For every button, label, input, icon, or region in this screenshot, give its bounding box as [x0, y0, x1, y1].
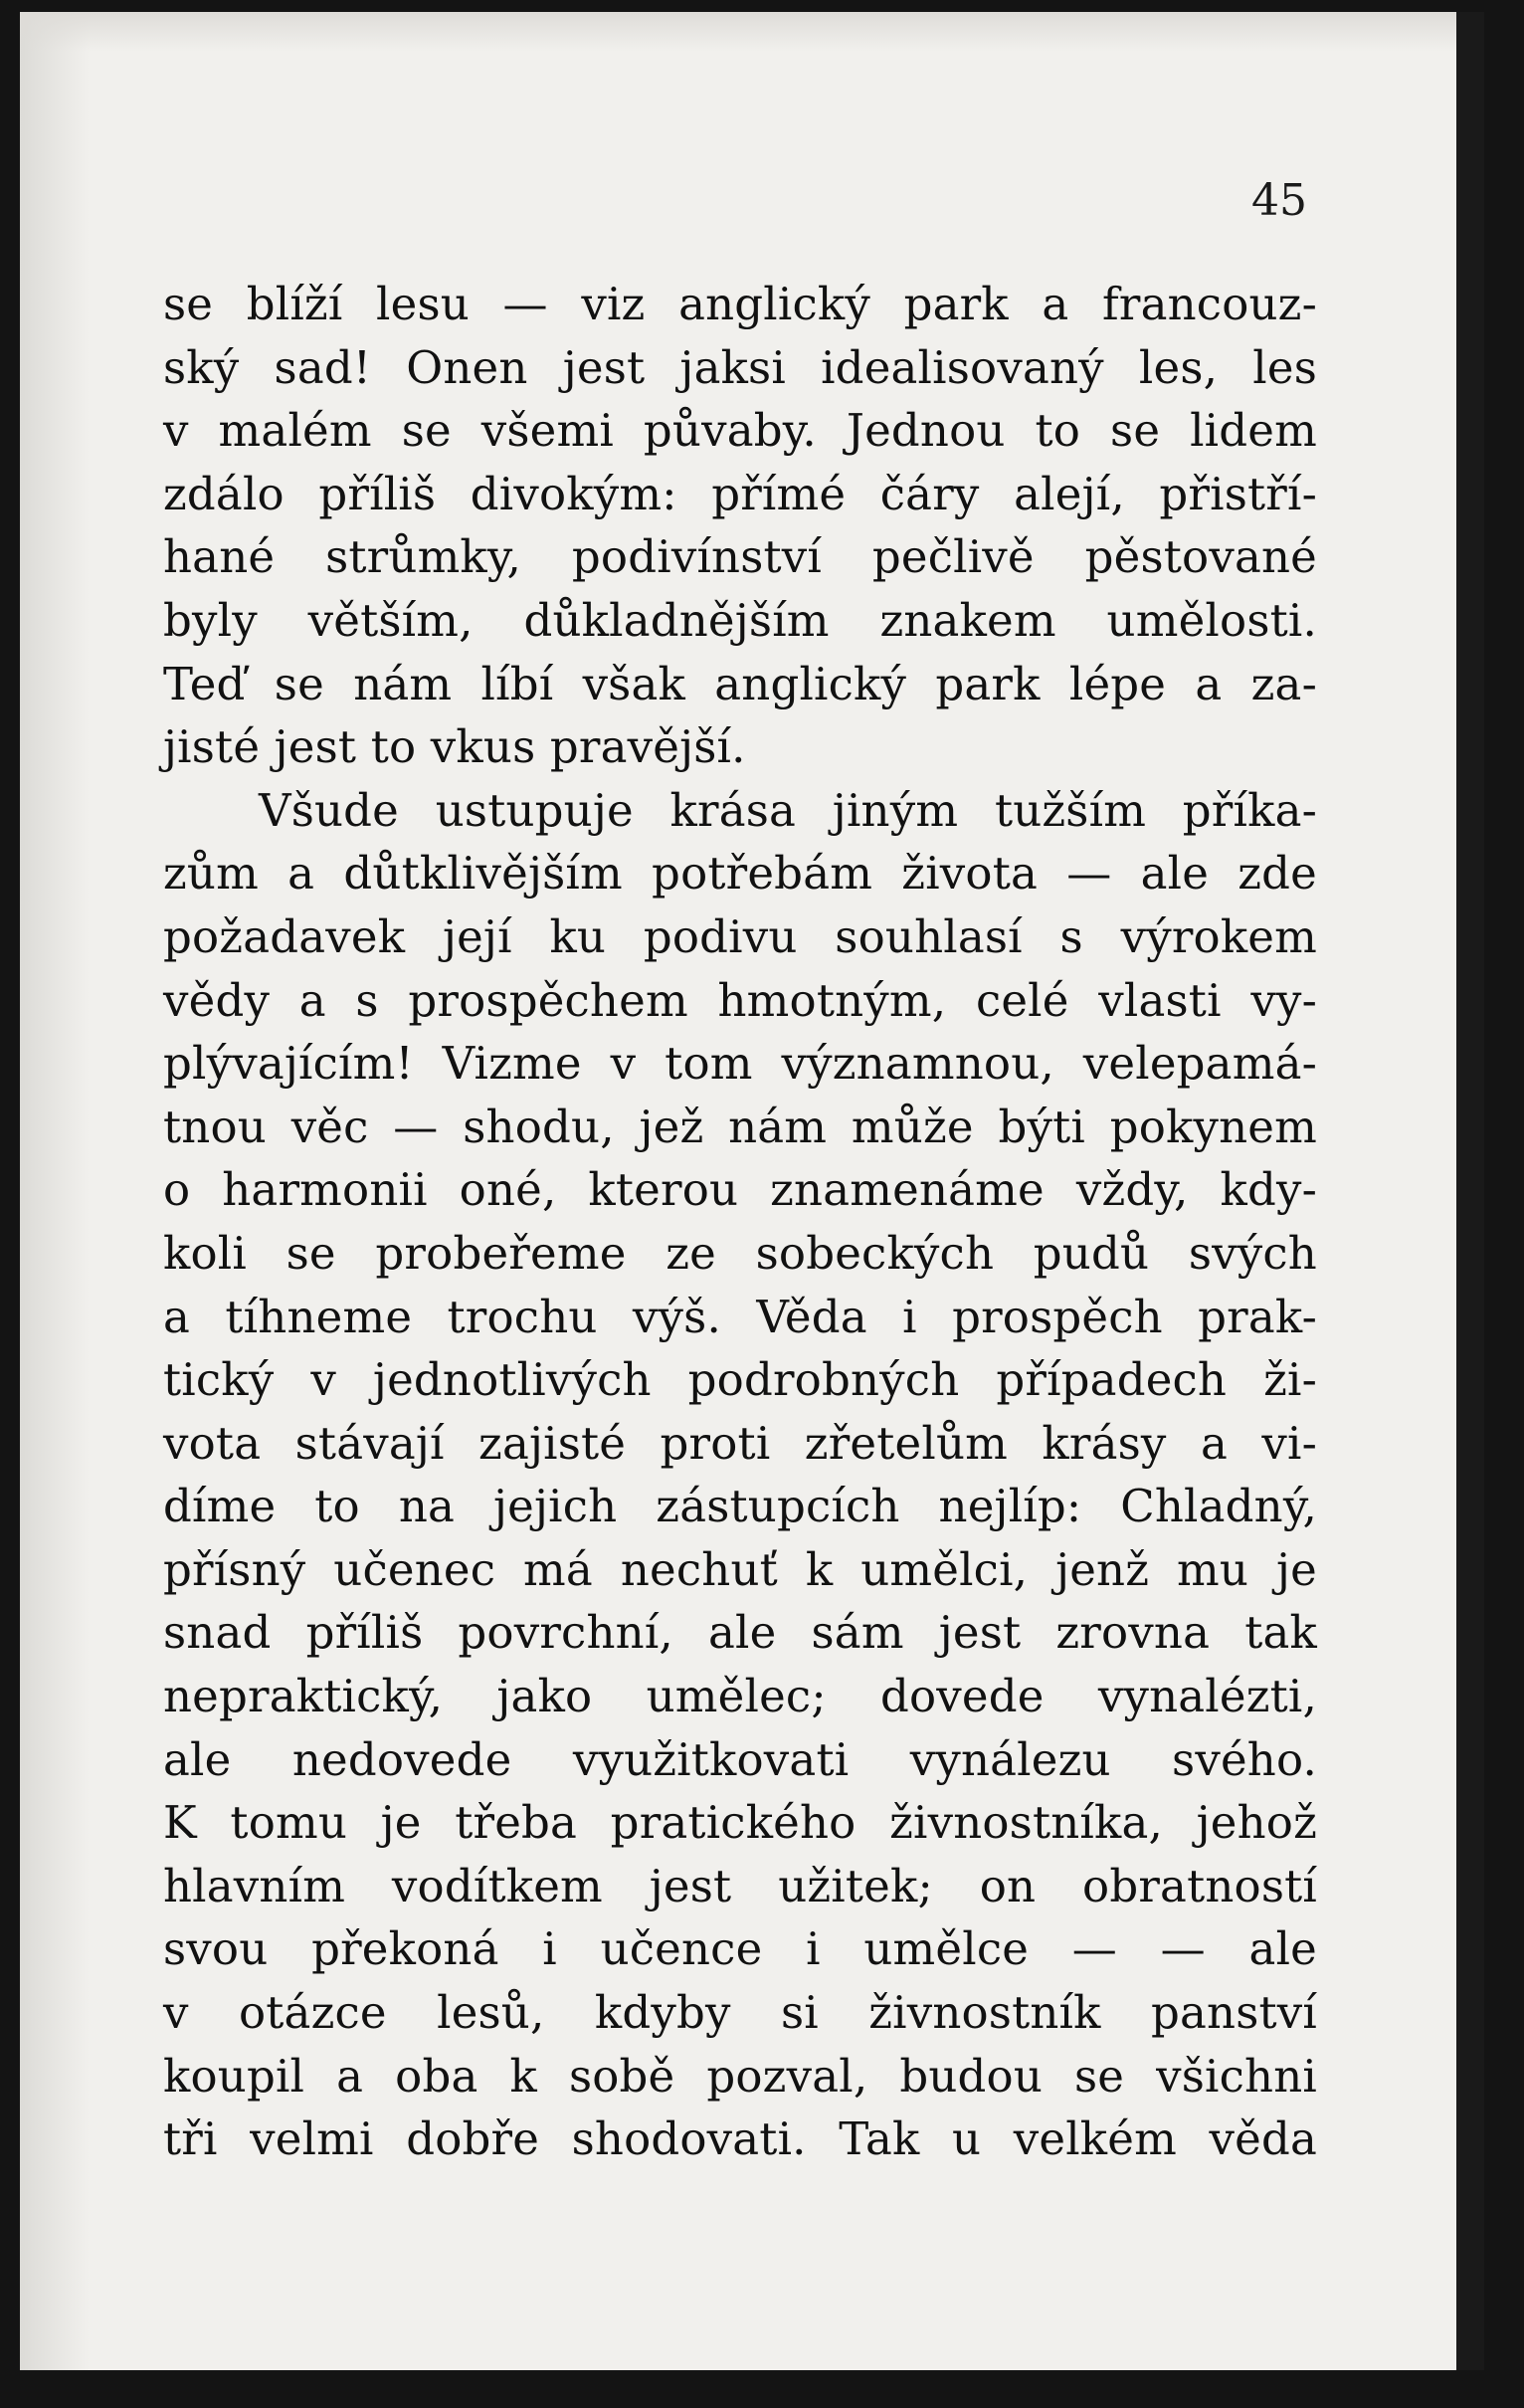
- text-line: zdálo příliš divokým: přímé čáry alejí, přistří-: [163, 467, 1317, 520]
- text-line: svou překoná i učence i umělce — — ale: [163, 1922, 1317, 1976]
- text-line: vědy a s prospěchem hmotným, celé vlasti vy-: [163, 973, 1317, 1027]
- text-line: K tomu je třeba pratického živnostníka, jehož: [163, 1796, 1317, 1850]
- text-line: plývajícím! Vizme v tom významnou, velepamá-: [163, 1037, 1317, 1091]
- text-line: hané strůmky, podivínství pečlivě pěstované: [163, 530, 1317, 584]
- scan-border-right: [1456, 12, 1484, 2370]
- text-line: koupil a oba k sobě pozval, budou se všichni: [163, 2049, 1317, 2103]
- text-line: nepraktický, jako umělec; dovede vynalézti,: [163, 1670, 1317, 1723]
- body-text: [163, 273, 1317, 2171]
- text-line: díme to na jejich zástupcích nejlíp: Chladný,: [163, 1480, 1317, 1533]
- text-line: požadavek její ku podivu souhlasí s výrokem: [163, 909, 1317, 963]
- text-line: tnou věc — shodu, jež nám může býti pokynem: [163, 1100, 1317, 1153]
- text-line: hlavním vodítkem jest užitek; on obratností: [163, 1859, 1317, 1912]
- text-line: jisté jest to vkus pravější.: [163, 720, 746, 774]
- text-line: vota stávají zajisté proti zřetelům krásy a vi-: [163, 1416, 1317, 1470]
- text-line: přísný učenec má nechuť k umělci, jenž mu je: [163, 1542, 1317, 1596]
- text-line: o harmonii oné, kterou znamenáme vždy, kdy-: [163, 1163, 1317, 1217]
- text-line: se blíží lesu — viz anglický park a francouz-: [163, 278, 1317, 330]
- text-line: a tíhneme trochu výš. Věda i prospěch prak-: [163, 1290, 1317, 1343]
- text-line: ale nedovede využitkovati vynálezu svého.: [163, 1732, 1317, 1786]
- page-number: 45: [1251, 175, 1307, 226]
- text-line: koli se probeřeme ze sobeckých pudů svých: [163, 1226, 1317, 1280]
- text-line: snad příliš povrchní, ale sám jest zrovna tak: [163, 1606, 1317, 1660]
- page-edge-shadow-top: [20, 12, 1484, 52]
- text-line: tický v jednotlivých podrobných případech ži-: [163, 1353, 1317, 1407]
- text-line: tři velmi dobře shodovati. Tak u velkém věda: [163, 2112, 1317, 2166]
- text-line: Teď se nám líbí však anglický park lépe a za-: [163, 657, 1317, 710]
- text-line: ský sad! Onen jest jaksi idealisovaný les, les: [163, 340, 1317, 394]
- text-line: Všude ustupuje krása jiným tužším příka-: [259, 783, 1317, 837]
- book-page: [20, 12, 1484, 2370]
- text-line: byly větším, důkladnějším znakem umělosti.: [163, 593, 1317, 647]
- page-edge-shadow-left: [20, 12, 90, 2370]
- text-line: zům a důtklivějším potřebám života — ale zde: [163, 847, 1317, 901]
- text-line: v otázce lesů, kdyby si živnostník panství: [163, 1986, 1317, 2040]
- text-line: v malém se všemi půvaby. Jednou to se lidem: [163, 404, 1317, 458]
